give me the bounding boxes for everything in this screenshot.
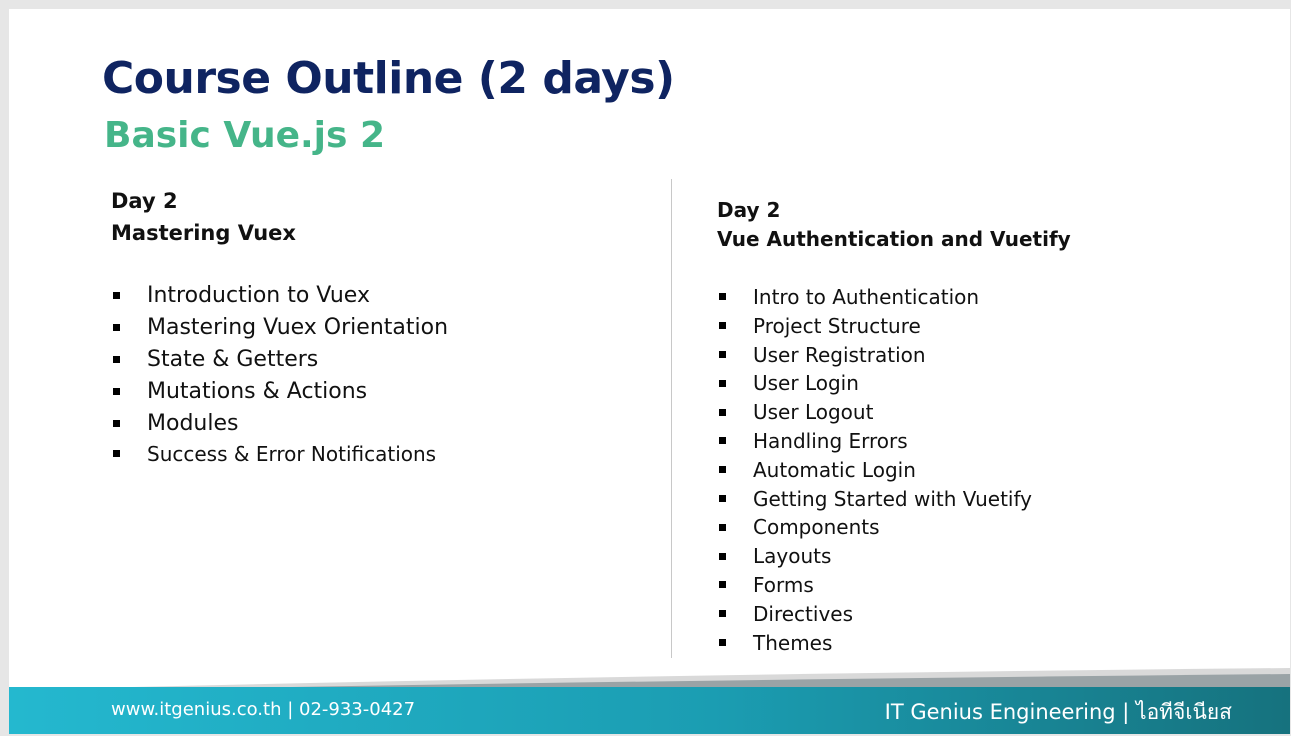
list-item: [717, 312, 1257, 341]
slide-title: Course Outline (2 days): [102, 53, 675, 104]
list-item-label: Introduction to Vuex: [147, 283, 370, 308]
list-item: [111, 280, 651, 312]
square-bullet-icon: [719, 639, 726, 646]
list-item-label: Directives: [753, 601, 853, 626]
square-bullet-icon: [719, 610, 726, 617]
square-bullet-icon: [113, 420, 120, 427]
list-item-label: User Registration: [753, 342, 926, 367]
list-item: [717, 571, 1257, 600]
list-item-label: Mutations & Actions: [147, 379, 368, 404]
list-item: [111, 440, 651, 468]
column-divider: [671, 179, 672, 658]
list-item-label: Forms: [753, 572, 814, 597]
right-item-list: [717, 283, 1257, 657]
list-item: [111, 408, 651, 440]
square-bullet-icon: [719, 524, 726, 531]
footer-brand: IT Genius Engineering | ไอทีจีเนียส: [884, 700, 1232, 724]
square-bullet-icon: [719, 380, 726, 387]
square-bullet-icon: [113, 324, 120, 331]
list-item-label: Success & Error Notifications: [147, 442, 437, 466]
list-item: [717, 629, 1257, 658]
square-bullet-icon: [719, 351, 726, 358]
list-item-label: Mastering Vuex Orientation: [147, 315, 449, 340]
square-bullet-icon: [113, 450, 120, 457]
square-bullet-icon: [719, 581, 726, 588]
footer-contact: www.itgenius.co.th | 02-933-0427: [111, 699, 416, 720]
square-bullet-icon: [113, 292, 120, 299]
slide-subtitle: Basic Vue.js 2: [104, 115, 386, 156]
list-item: [111, 312, 651, 344]
list-item: [717, 341, 1257, 370]
list-item: [717, 600, 1257, 629]
list-item-label: Themes: [753, 630, 833, 655]
left-item-list: [111, 280, 651, 468]
square-bullet-icon: [719, 553, 726, 560]
square-bullet-icon: [719, 466, 726, 473]
square-bullet-icon: [719, 293, 726, 300]
list-item: [111, 376, 651, 408]
right-topic-heading: Vue Authentication and Vuetify: [717, 227, 1071, 251]
right-column: [717, 196, 1257, 657]
list-item: [717, 283, 1257, 312]
left-day-label: Day 2: [111, 189, 178, 213]
right-day-label: Day 2: [717, 198, 781, 222]
slide: [9, 9, 1290, 734]
square-bullet-icon: [719, 495, 726, 502]
list-item: [717, 398, 1257, 427]
list-item: [717, 456, 1257, 485]
square-bullet-icon: [113, 388, 120, 395]
list-item: [111, 344, 651, 376]
list-item-label: User Logout: [753, 400, 874, 425]
list-item: [717, 542, 1257, 571]
list-item-label: Handling Errors: [753, 428, 908, 453]
left-column: [111, 185, 651, 468]
list-item-label: Intro to Authentication: [753, 285, 980, 309]
square-bullet-icon: [719, 409, 726, 416]
list-item: [717, 427, 1257, 456]
list-item: [717, 485, 1257, 514]
list-item-label: Project Structure: [753, 313, 921, 338]
left-topic-heading: Mastering Vuex: [111, 221, 296, 245]
list-item: [717, 369, 1257, 398]
list-item-label: Layouts: [753, 544, 832, 569]
list-item-label: Automatic Login: [753, 457, 916, 482]
square-bullet-icon: [719, 322, 726, 329]
square-bullet-icon: [113, 356, 120, 363]
list-item-label: Modules: [147, 411, 239, 436]
list-item-label: State & Getters: [147, 347, 319, 372]
list-item-label: Getting Started with Vuetify: [753, 486, 1033, 511]
list-item-label: User Login: [753, 371, 859, 396]
square-bullet-icon: [719, 437, 726, 444]
list-item-label: Components: [753, 515, 880, 540]
list-item: [717, 513, 1257, 542]
footer-bar: [9, 687, 1290, 734]
